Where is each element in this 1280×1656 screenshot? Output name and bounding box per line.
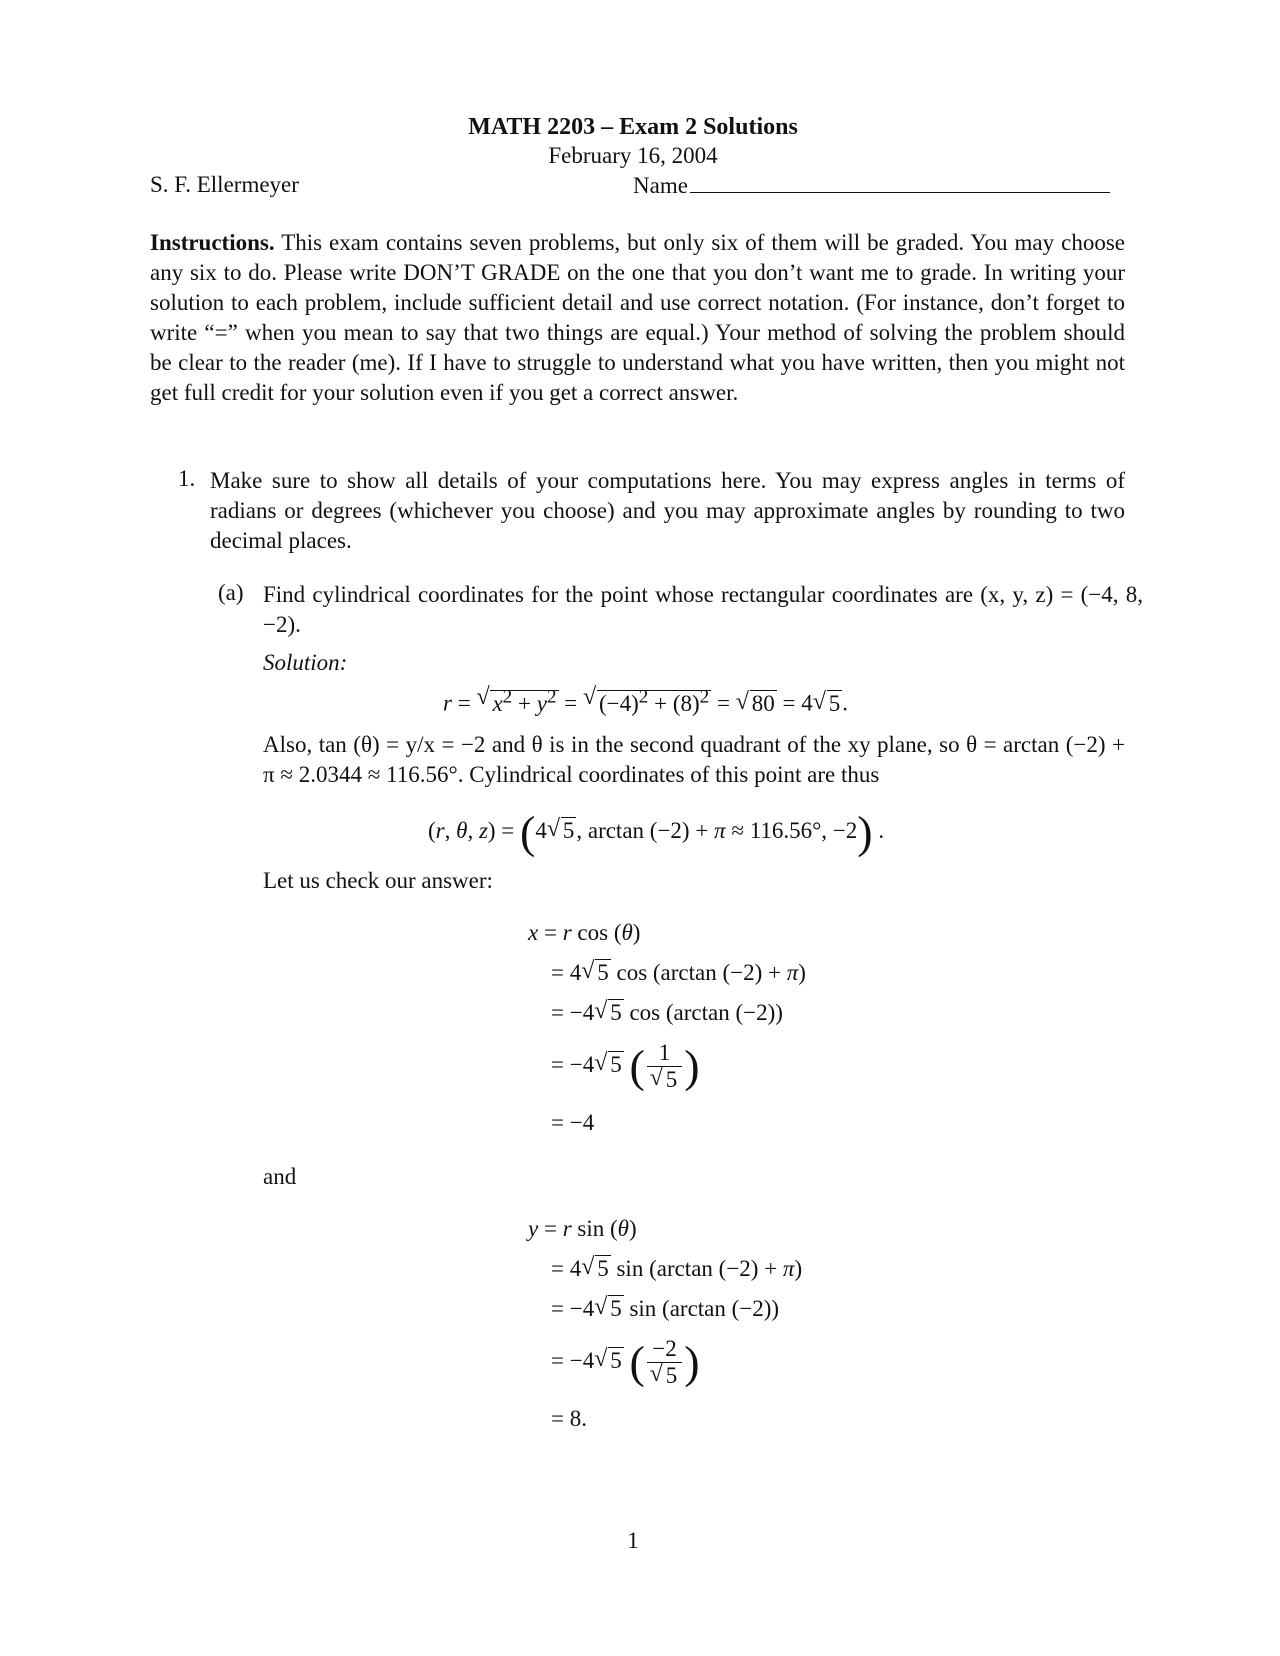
part-a-text: Find cylindrical coordinates for the point whose rectangular coordinates are (x, y, z) = (−4, 8, −2). <box>263 582 1143 637</box>
equation-r: r = √ $x^2 + y^2$ = √ $(-4)^2 + (8)^2$ = √ 80 = 4√ 5. <box>443 686 848 717</box>
and-text: and <box>263 1164 297 1189</box>
instructions <box>150 228 1125 408</box>
equation-cylindrical: (r, θ, z) = (4√ 5, arctan (−2) + π ≈ 116.56°, −2) . <box>428 818 884 844</box>
name-field[interactable] <box>633 172 1110 199</box>
page-number: 1 <box>627 1528 639 1553</box>
exam-date: February 16, 2004 <box>548 143 718 168</box>
solution-label: Solution: <box>263 650 348 675</box>
instructions-text: This exam contains seven problems, but only six of them will be graded. You may choose any six to do. Please write DON’T GRADE on the one that you don’t want me to grade. In writing your solution to each problem, include sufficient detail and use correct notation. (For instance, don’t forget to write “=” when you mean to say that two things are equal.) Your method of solving the problem should be clear to the reader (me). If I have to struggle to understand what you have written, then you might not get full credit for your solution even if you get a correct answer. <box>150 230 1125 405</box>
name-label: Name <box>633 173 688 198</box>
name-blank[interactable] <box>690 172 1110 193</box>
author: S. F. Ellermeyer <box>150 172 299 197</box>
problem-number: 1. <box>178 466 196 491</box>
problem-text: Make sure to show all details of your computations here. You may express angles in terms of radians or degrees (whichever you choose) and you may approximate angles by rounding to two decimal places. <box>210 468 1125 553</box>
page-title: MATH 2203 – Exam 2 Solutions <box>468 114 798 140</box>
instructions-label: Instructions. <box>150 230 275 255</box>
also-paragraph: Also, tan (θ) = y/x = −2 and θ is in the second quadrant of the xy plane, so θ = arctan (−2) + π ≈ 2.0344 ≈ 116.56°. Cylindrical coordinates of this point are thus <box>263 732 1125 787</box>
check-text: Let us check our answer: <box>263 868 493 893</box>
part-a-label: (a) <box>218 580 244 605</box>
